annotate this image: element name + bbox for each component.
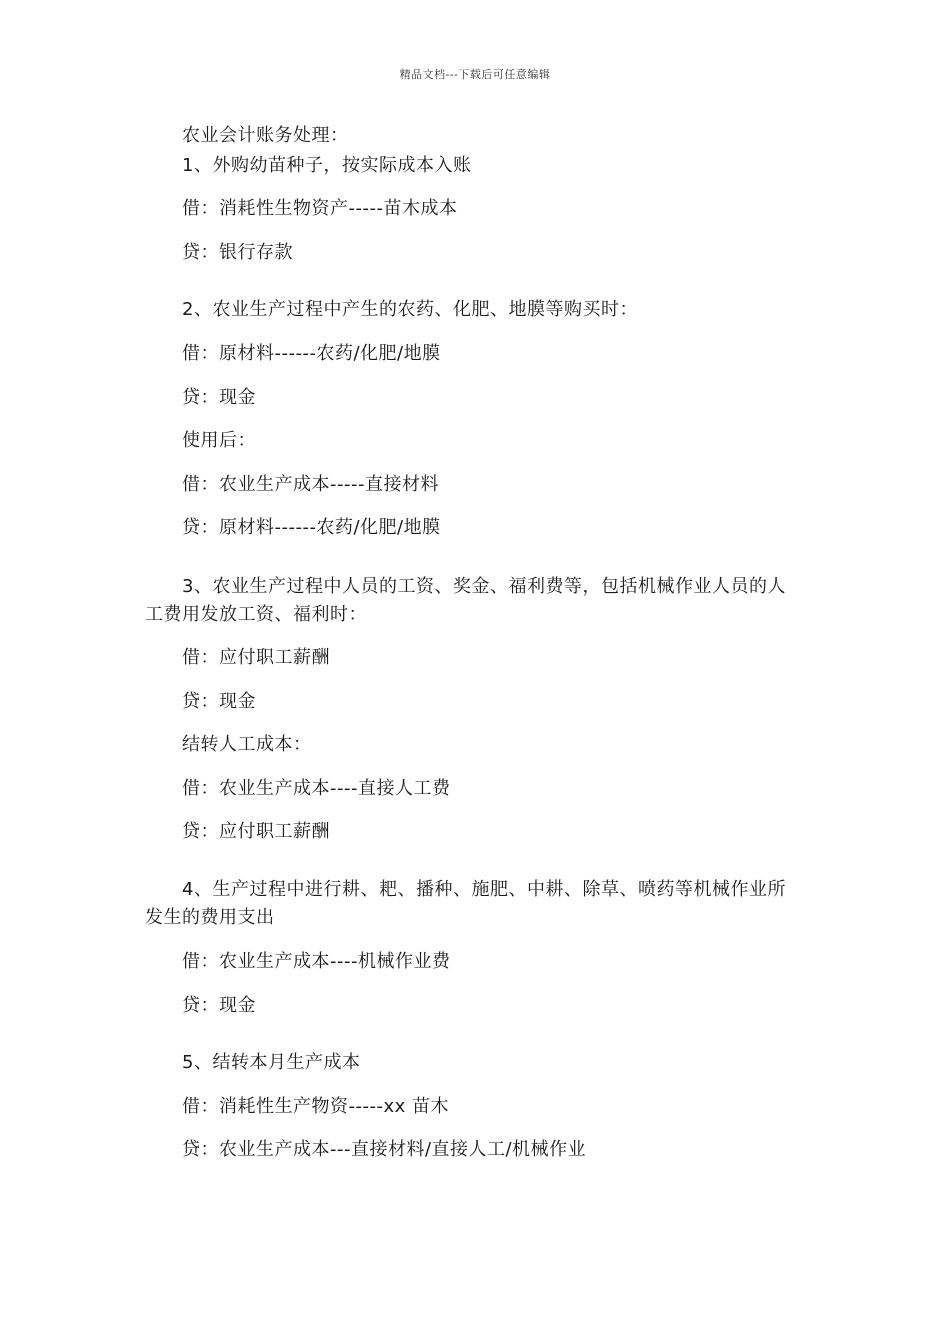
section-2-after-label: 使用后： xyxy=(182,430,256,451)
section-3-debit: 借：应付职工薪酬 xyxy=(182,647,330,668)
section-3-credit: 贷：现金 xyxy=(182,691,256,712)
section-5-heading: 5、结转本月生产成本 xyxy=(182,1052,361,1073)
section-3-heading: 3、农业生产过程中人员的工资、奖金、福利费等，包括机械作业人员的人 xyxy=(182,576,786,597)
section-3-heading-continued: 工费用发放工资、福利时： xyxy=(145,604,367,625)
section-4-debit: 借：农业生产成本----机械作业费 xyxy=(182,951,451,972)
section-4-credit: 贷：现金 xyxy=(182,995,256,1016)
document-title: 农业会计账务处理： xyxy=(182,125,349,146)
section-3-transfer-label: 结转人工成本： xyxy=(182,734,312,755)
section-2-after-debit: 借：农业生产成本-----直接材料 xyxy=(182,474,439,495)
section-1-heading: 1、外购幼苗种子，按实际成本入账 xyxy=(182,155,472,176)
section-5-debit: 借：消耗性生产物资-----xx 苗木 xyxy=(182,1096,450,1117)
page-header: 精品文档---下载后可任意编辑 xyxy=(399,68,551,81)
section-2-heading: 2、农业生产过程中产生的农药、化肥、地膜等购买时： xyxy=(182,299,638,320)
section-1-credit: 贷：银行存款 xyxy=(182,242,293,263)
section-3-transfer-debit: 借：农业生产成本----直接人工费 xyxy=(182,778,451,799)
section-2-credit: 贷：现金 xyxy=(182,387,256,408)
section-2-debit: 借：原材料------农药/化肥/地膜 xyxy=(182,343,441,364)
section-4-heading: 4、生产过程中进行耕、耙、播种、施肥、中耕、除草、喷药等机械作业所 xyxy=(182,879,786,900)
section-4-heading-continued: 发生的费用支出 xyxy=(145,907,275,928)
section-5-credit: 贷：农业生产成本---直接材料/直接人工/机械作业 xyxy=(182,1139,587,1160)
section-3-transfer-credit: 贷：应付职工薪酬 xyxy=(182,821,330,842)
section-1-debit: 借：消耗性生物资产-----苗木成本 xyxy=(182,198,458,219)
section-2-after-credit: 贷：原材料------农药/化肥/地膜 xyxy=(182,517,441,538)
